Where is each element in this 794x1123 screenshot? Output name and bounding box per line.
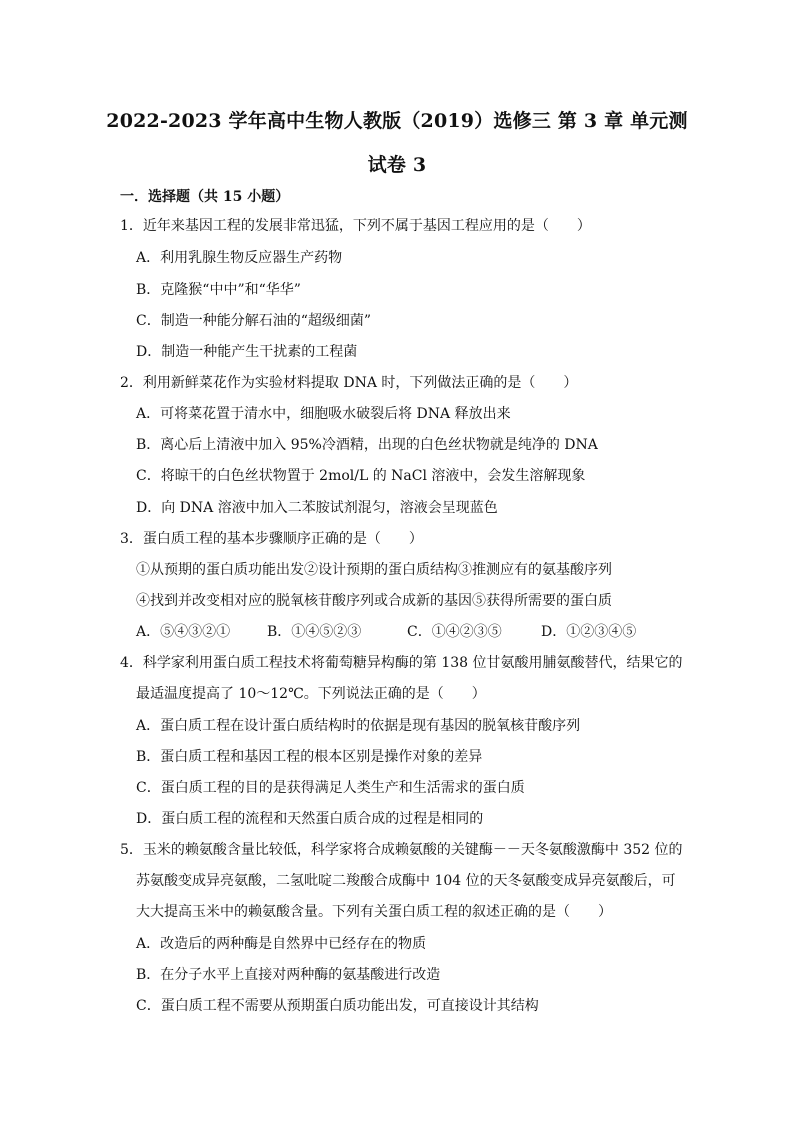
question-1-option-b: B．克隆猴“中中”和“华华” — [136, 282, 301, 298]
question-2-option-a: A．可将菜花置于清水中，细胞吸水破裂后将 DNA 释放出来 — [136, 406, 511, 422]
question-4-stem-line-2: 最适温度提高了 10～12℃。下列说法正确的是（ ） — [136, 686, 486, 702]
question-5-option-b: B．在分子水平上直接对两种酶的氨基酸进行改造 — [136, 967, 441, 983]
question-4-option-d: D．蛋白质工程的流程和天然蛋白质合成的过程是相同的 — [136, 811, 484, 827]
question-4-option-c: C．蛋白质工程的目的是获得满足人类生产和生活需求的蛋白质 — [136, 780, 525, 796]
question-5-option-a: A．改造后的两种酶是自然界中已经存在的物质 — [136, 936, 427, 952]
question-2-option-d: D．向 DNA 溶液中加入二苯胺试剂混匀，溶液会呈现蓝色 — [136, 500, 498, 516]
question-5-option-c: C．蛋白质工程不需要从预期蛋白质功能出发，可直接设计其结构 — [136, 998, 539, 1014]
question-1-option-d: D．制造一种能产生干扰素的工程菌 — [136, 344, 358, 360]
question-1-option-a: A．利用乳腺生物反应器生产药物 — [136, 250, 343, 266]
document-title-line-1: 2022-2023 学年高中生物人教版（2019）选修三 第 3 章 单元测 — [106, 110, 688, 132]
document-title-line-2: 试卷 3 — [367, 154, 427, 176]
question-3-option-b: B．①④⑤②③ — [267, 624, 362, 640]
question-4-option-a: A．蛋白质工程在设计蛋白质结构时的依据是现有基因的脱氧核苷酸序列 — [136, 718, 581, 734]
question-4-option-b: B．蛋白质工程和基因工程的根本区别是操作对象的差异 — [136, 749, 483, 765]
question-3-steps-line-1: ①从预期的蛋白质功能出发②设计预期的蛋白质结构③推测应有的氨基酸序列 — [136, 562, 612, 578]
question-1-stem: 1．近年来基因工程的发展非常迅猛，下列不属于基因工程应用的是（ ） — [120, 218, 591, 234]
question-3-option-d: D．①②③④⑤ — [541, 624, 637, 640]
question-2-option-c: C．将晾干的白色丝状物置于 2mol/L 的 NaCl 溶液中，会发生溶解现象 — [136, 468, 586, 484]
question-5-stem-line-1: 5．玉米的赖氨酸含量比较低，科学家将合成赖氨酸的关键酶－－天冬氨酸激酶中 352 位的 — [120, 842, 683, 858]
question-4-stem-line-1: 4．科学家利用蛋白质工程技术将葡萄糖异构酶的第 138 位甘氨酸用脯氨酸替代，结果它的 — [120, 655, 683, 671]
question-2-option-b: B．离心后上清液中加入 95%冷酒精，出现的白色丝状物就是纯净的 DNA — [136, 437, 598, 453]
question-3-options — [136, 622, 636, 642]
question-1-option-c: C．制造一种能分解石油的“超级细菌” — [136, 313, 372, 329]
question-3-option-c: C．①④②③⑤ — [407, 624, 502, 640]
question-2-stem: 2．利用新鲜菜花作为实验材料提取 DNA 时，下列做法正确的是（ ） — [120, 375, 578, 391]
question-3-steps-line-2: ④找到并改变相对应的脱氧核苷酸序列或合成新的基因⑤获得所需要的蛋白质 — [136, 593, 612, 609]
question-5-stem-line-3: 大大提高玉米中的赖氨酸含量。下列有关蛋白质工程的叙述正确的是（ ） — [136, 904, 612, 920]
question-5-stem-line-2: 苏氨酸变成异亮氨酸，二氢吡啶二羧酸合成酶中 104 位的天冬氨酸变成异亮氨酸后，可 — [136, 873, 676, 889]
question-3-option-a: A．⑤④③②① — [136, 624, 231, 640]
section-heading: 一．选择题（共 15 小题） — [120, 189, 290, 205]
question-3-stem: 3．蛋白质工程的基本步骤顺序正确的是（ ） — [120, 531, 423, 547]
